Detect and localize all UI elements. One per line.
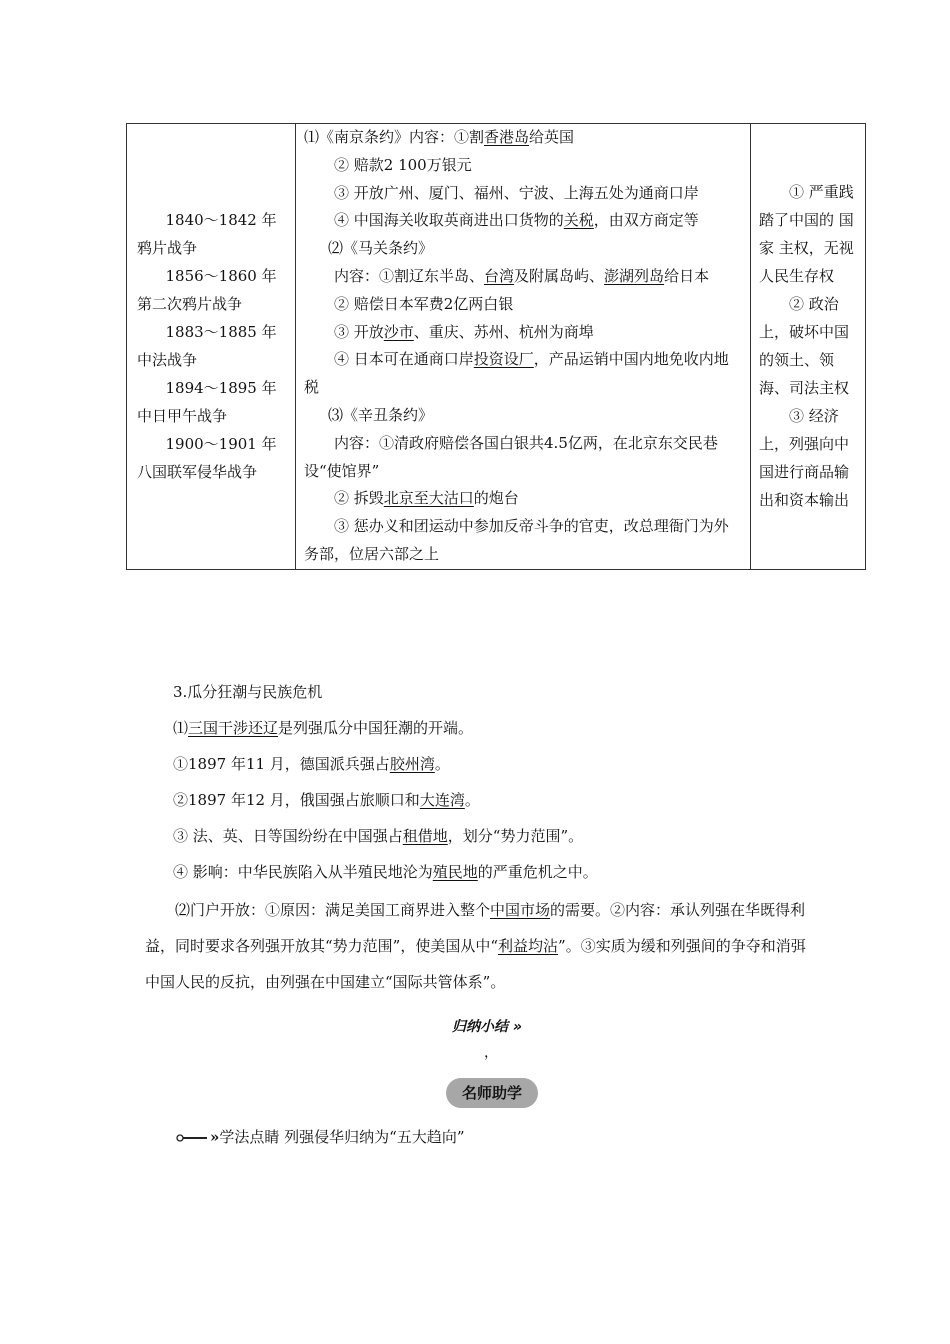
section-line: ③ 法、英、日等国纷纷在中国强占租借地，划分“势力范围”。 [173, 827, 584, 845]
pointer-arrow-icon [176, 1133, 208, 1143]
section-line: ①1897 年11 月，德国派兵强占胶州湾。 [173, 755, 450, 773]
section-line: ②1897 年12 月，俄国强占旅顺口和大连湾。 [173, 791, 480, 809]
double-chevron-icon: » [512, 1019, 522, 1035]
treaty-clause: ② 赔款2 100万银元 [334, 155, 472, 174]
war-years: 1840～1842 年 [165, 211, 277, 230]
tip-text: 学法点睛 列强侵华归纳为“五大趋向” [219, 1128, 465, 1146]
treaty-clause: ② 拆毁北京至大沽口的炮台 [334, 489, 519, 508]
impact-item: ① 严重践踏了中国的 国 家 主权，无视人民生存权 [759, 183, 854, 286]
treaty-clause: ④ 日本可在通商口岸投资设厂，产品运销中国内地免收内地税 [304, 350, 729, 397]
wars-cell [127, 124, 296, 570]
section-line: ⑴三国干涉还辽是列强瓜分中国狂潮的开端。 [173, 719, 474, 737]
treaty-clause: ③ 惩办义和团运动中参加反帝斗争的官吏，改总理衙门为外务部，位居六部之上 [304, 517, 729, 563]
war-years: 1856～1860 年 [165, 267, 277, 286]
maguan-treaty-title: ⑵《马关条约》 [328, 239, 434, 258]
treaty-clause: ② 赔偿日本军费2亿两白银 [334, 294, 514, 313]
war-years: 1883～1885 年 [165, 323, 277, 342]
war-years: 1894～1895 年 [165, 379, 277, 398]
open-door-paragraph: ⑵门户开放：①原因：满足美国工商界进入整个中国市场的需要。②内容：承认列强在华既得利益，同时要求各列强开放其“势力范围”，使美国从中“利益均沾”。③实质为缓和列强间的争夺和消弭中国人民的反抗，由列强在中国建立“国际共管体系”。 [145, 901, 806, 991]
impact-cell [751, 124, 866, 570]
treaty-clause: ③ 开放沙市、重庆、苏州、杭州为商埠 [334, 322, 594, 341]
xinchou-treaty-title: ⑶《辛丑条约》 [328, 405, 434, 424]
study-tip-line [176, 1125, 464, 1149]
impact-item: ② 政治上，破坏中国的领土、领海、司法主权 [759, 295, 850, 398]
treaty-clause: 内容：①割辽东半岛、台湾及附属岛屿、澎湖列岛给日本 [334, 266, 710, 285]
impact-item: ③ 经济上，列强向中国进行商品输出和资本输出 [759, 407, 850, 510]
treaties-cell [296, 124, 751, 570]
invasion-table [126, 123, 866, 570]
summary-heading: 归纳小结 » [452, 1019, 522, 1035]
treaty-clause: 内容：①清政府赔偿各国白银共4.5亿两，在北京东交民巷设“使馆界” [304, 433, 718, 480]
war-years: 1900～1901 年 [165, 435, 277, 454]
nanjing-treaty-line: ⑴《南京条约》内容：①割香港岛给英国 [304, 128, 575, 146]
war-name: 中日甲午战争 [137, 407, 228, 426]
war-name: 中法战争 [137, 351, 198, 370]
double-chevron-icon: » [210, 1128, 220, 1146]
war-name: 鸦片战争 [137, 239, 198, 258]
teacher-help-badge: 名师助学 [446, 1078, 538, 1108]
war-name: 八国联军侵华战争 [137, 463, 258, 482]
tick-mark: ， [484, 1045, 498, 1061]
treaty-clause: ③ 开放广州、厦门、福州、宁波、上海五处为通商口岸 [334, 183, 699, 202]
war-name: 第二次鸦片战争 [137, 295, 243, 314]
treaty-clause: ④ 中国海关收取英商进出口货物的关税，由双方商定等 [334, 211, 699, 230]
section-title: 3.瓜分狂潮与民族危机 [173, 683, 323, 701]
section-line: ④ 影响：中华民族陷入从半殖民地沦为殖民地的严重危机之中。 [173, 863, 598, 881]
